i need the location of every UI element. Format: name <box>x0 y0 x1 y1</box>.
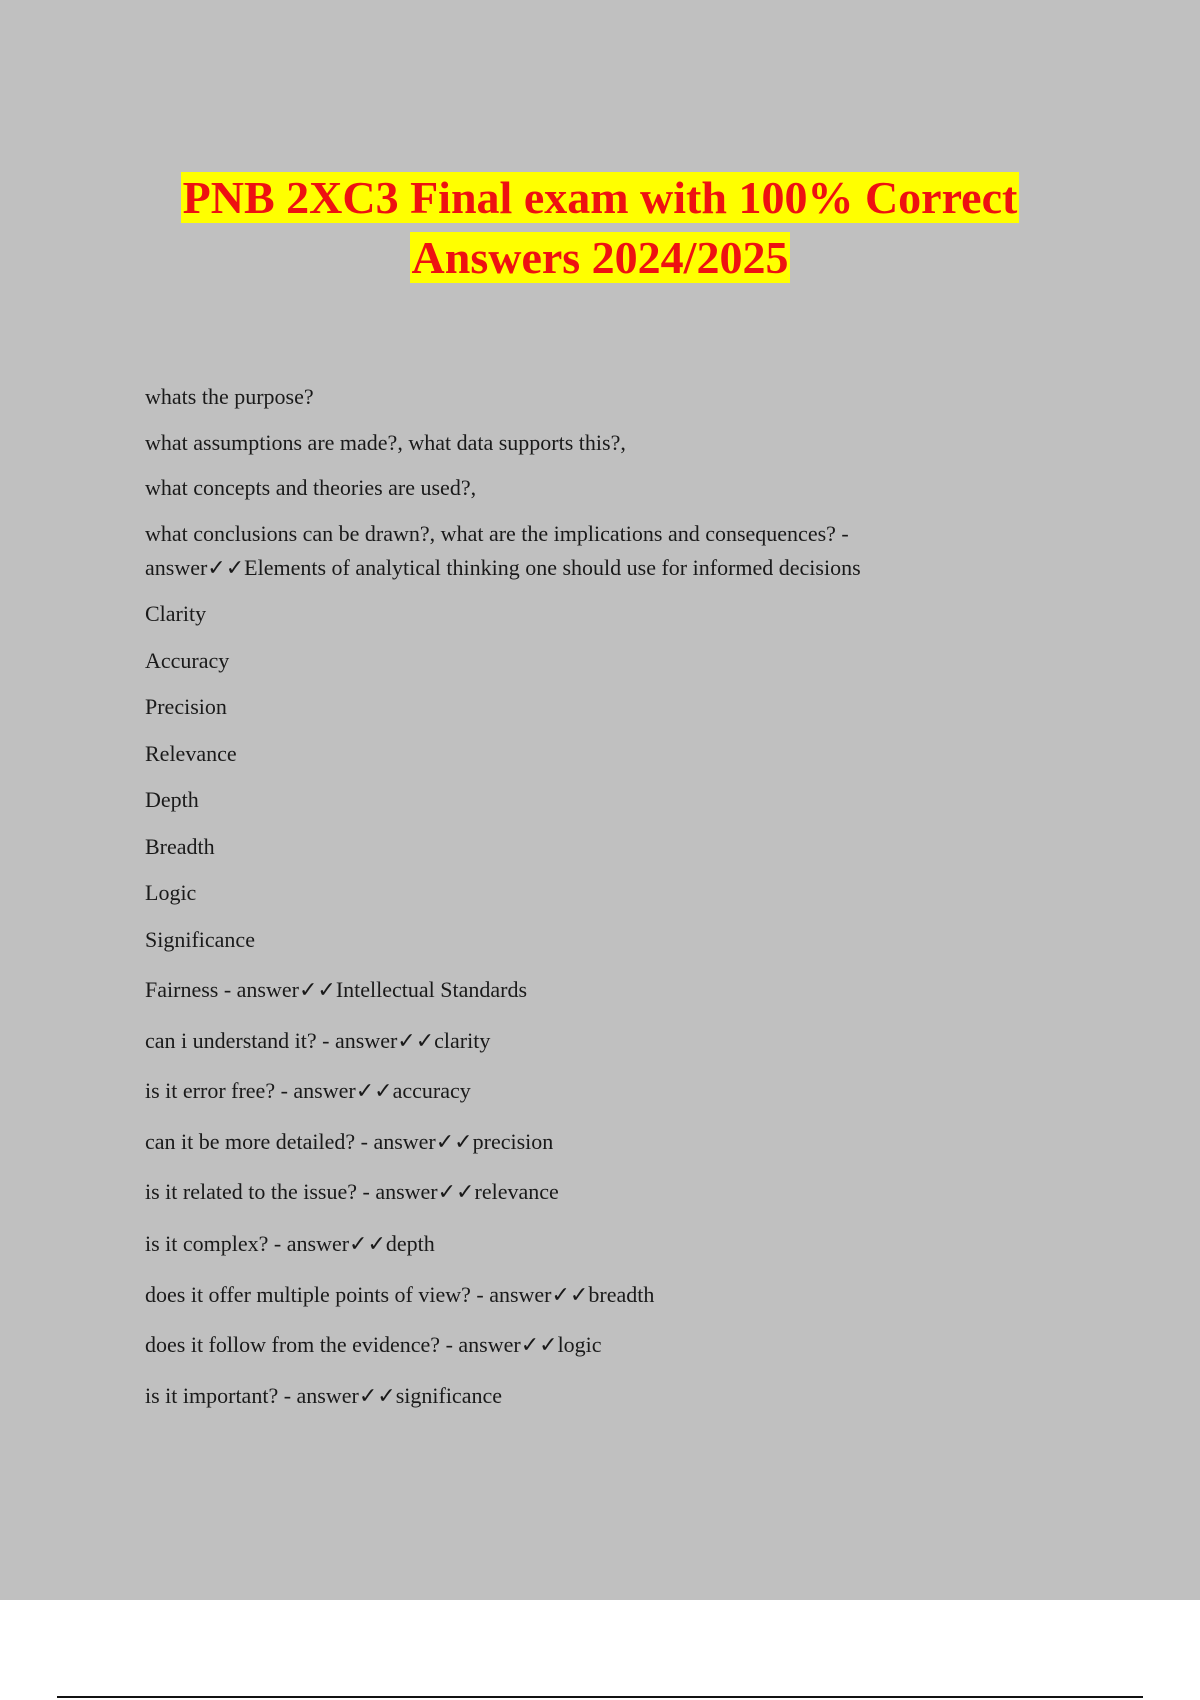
text-line: is it related to the issue? - answer✓✓relevance <box>145 1179 559 1204</box>
text-line: is it error free? - answer✓✓accuracy <box>145 1078 471 1103</box>
text-line: what concepts and theories are used?, <box>145 475 477 500</box>
text-line: what conclusions can be drawn?, what are the implications and consequences? - <box>145 521 849 546</box>
text-line: Relevance <box>145 741 237 766</box>
text-line: is it complex? - answer✓✓depth <box>145 1231 435 1256</box>
text-line: does it offer multiple points of view? - answer✓✓breadth <box>145 1282 655 1307</box>
text-line: Breadth <box>145 834 215 859</box>
document-title <box>0 168 1200 288</box>
text-line: can i understand it? - answer✓✓clarity <box>145 1028 491 1053</box>
text-line: what assumptions are made?, what data supports this?, <box>145 430 626 455</box>
text-line: whats the purpose? <box>145 384 314 409</box>
text-line: is it important? - answer✓✓significance <box>145 1383 502 1408</box>
text-line: does it follow from the evidence? - answer✓✓logic <box>145 1332 602 1357</box>
text-line: Precision <box>145 694 227 719</box>
text-line: Logic <box>145 880 197 905</box>
text-line: Clarity <box>145 601 207 626</box>
text-line: Depth <box>145 787 199 812</box>
page-divider <box>57 1696 1143 1698</box>
title-line-2: Answers 2024/2025 <box>411 232 789 283</box>
text-line: Fairness - answer✓✓Intellectual Standards <box>145 977 528 1002</box>
text-line: can it be more detailed? - answer✓✓precision <box>145 1129 554 1154</box>
text-line: Significance <box>145 927 255 952</box>
text-line: answer✓✓Elements of analytical thinking one should use for informed decisions <box>145 555 861 580</box>
text-line: Accuracy <box>145 648 230 673</box>
title-line-1: PNB 2XC3 Final exam with 100% Correct <box>182 172 1018 223</box>
